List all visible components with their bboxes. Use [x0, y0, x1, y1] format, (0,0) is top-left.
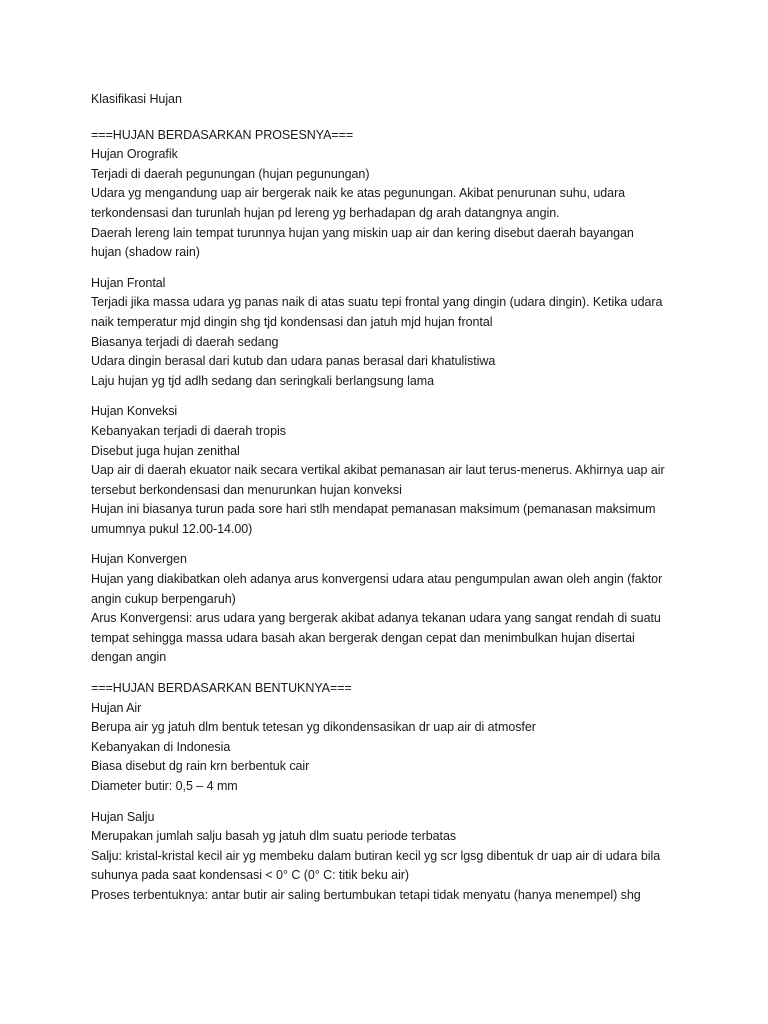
section-header: ===HUJAN BERDASARKAN PROSESNYA=== [91, 127, 354, 142]
paragraph-line: Biasa disebut dg rain krn berbentuk cair [91, 759, 310, 774]
paragraph-line: Hujan yang diakibatkan oleh adanya arus konvergensi udara atau pengumpulan awan oleh angin (faktor [91, 572, 663, 587]
paragraph-line: Terjadi jika massa udara yg panas naik di atas suatu tepi frontal yang dingin (udara dingin). Ketika udara [91, 295, 663, 310]
paragraph-line: Laju hujan yg tjd adlh sedang dan seringkali berlangsung lama [91, 373, 435, 388]
document-title: Klasifikasi Hujan [91, 92, 182, 106]
paragraph-block [91, 402, 728, 539]
paragraph-block [91, 274, 728, 392]
paragraph-heading: Hujan Frontal [91, 275, 166, 290]
paragraph-line: Kebanyakan di Indonesia [91, 739, 231, 754]
paragraph-line: dengan angin [91, 650, 167, 665]
paragraph-line: Diameter butir: 0,5 – 4 mm [91, 779, 238, 793]
paragraph-line: tersebut berkondensasi dan menurunkan hujan konveksi [91, 482, 402, 497]
paragraph-line: umumnya pukul 12.00-14.00) [91, 521, 253, 536]
paragraph-line: Salju: kristal-kristal kecil air yg membeku dalam butiran kecil yg scr lgsg dibentuk dr uap air di udara bila [91, 848, 661, 863]
paragraph-line: Proses terbentuknya: antar butir air saling bertumbukan tetapi tidak menyatu (hanya menempel) shg [91, 887, 641, 902]
paragraph-line: Berupa air yg jatuh dlm bentuk tetesan yg dikondensasikan dr uap air di atmosfer [91, 720, 536, 735]
paragraph-line: Hujan ini biasanya turun pada sore hari stlh mendapat pemanasan maksimum (pemanasan maksimum [91, 502, 656, 517]
paragraph-line: Udara dingin berasal dari kutub dan udara panas berasal dari khatulistiwa [91, 354, 496, 369]
paragraph-line: terkondensasi dan turunlah hujan pd lereng yg berhadapan dg arah datangnya angin. [91, 205, 560, 220]
paragraph-line: Terjadi di daerah pegunungan (hujan pegunungan) [91, 166, 370, 181]
paragraph-line: Merupakan jumlah salju basah yg jatuh dlm suatu periode terbatas [91, 829, 457, 844]
paragraph-heading: Hujan Orografik [91, 147, 178, 162]
paragraph-block [91, 699, 728, 797]
paragraph-line: naik temperatur mjd dingin shg tjd kondensasi dan jatuh mjd hujan frontal [91, 314, 493, 329]
paragraph-line: Daerah lereng lain tempat turunnya hujan yang miskin uap air dan kering disebut daerah bayangan [91, 225, 634, 240]
paragraph-line: hujan (shadow rain) [91, 245, 200, 260]
paragraph-heading: Hujan Air [91, 700, 142, 715]
paragraph-line: Arus Konvergensi: arus udara yang bergerak akibat adanya tekanan udara yang sangat rendah di suatu [91, 611, 661, 626]
paragraph-line: Biasanya terjadi di daerah sedang [91, 334, 279, 349]
paragraph-heading: Hujan Konvergen [91, 552, 187, 567]
paragraph-line: Uap air di daerah ekuator naik secara vertikal akibat pemanasan air laut terus-menerus. Akhirnya uap air [91, 463, 665, 478]
paragraph-line: tempat sehingga massa udara basah akan bergerak dengan cepat dan menimbulkan hujan disertai [91, 630, 635, 645]
paragraph-line: Udara yg mengandung uap air bergerak naik ke atas pegunungan. Akibat penurunan suhu, udara [91, 186, 626, 201]
section-header: ===HUJAN BERDASARKAN BENTUKNYA=== [91, 681, 352, 696]
paragraph-line: Disebut juga hujan zenithal [91, 443, 240, 458]
paragraph-line: angin cukup berpengaruh) [91, 591, 236, 606]
paragraph-heading: Hujan Salju [91, 809, 155, 824]
paragraph-line: Kebanyakan terjadi di daerah tropis [91, 423, 286, 438]
paragraph-block [91, 145, 728, 263]
paragraph-line: suhunya pada saat kondensasi < 0° C (0° C: titik beku air) [91, 868, 410, 883]
paragraph-block [91, 550, 728, 668]
paragraph-heading: Hujan Konveksi [91, 404, 178, 419]
paragraph-block [91, 808, 728, 906]
